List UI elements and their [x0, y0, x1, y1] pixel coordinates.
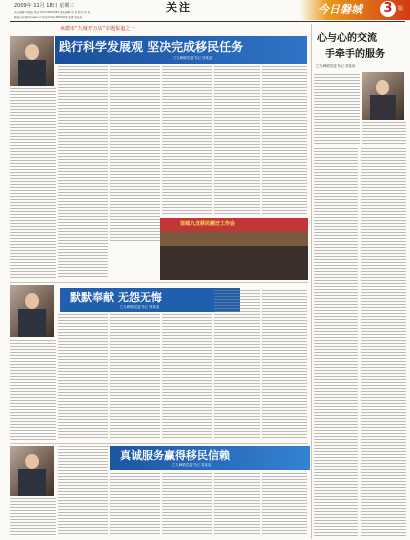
middle-portrait-photo — [10, 285, 54, 337]
middle-article-title: 默默奉献 无怨无悔 — [70, 291, 162, 304]
middle-col-1 — [10, 340, 56, 440]
bottom-col-1 — [10, 498, 56, 536]
right-title-line1: 心与心的交流 — [317, 33, 377, 44]
main-col-1 — [10, 88, 56, 278]
bottom-col-4 — [162, 473, 212, 536]
middle-portrait-body — [18, 309, 46, 337]
meeting-photo — [160, 218, 308, 280]
main-article-title: 践行科学发展观 坚决完成移民任务 — [59, 40, 244, 54]
right-col-c — [314, 148, 358, 536]
bottom-article-title: 真诚服务赢得移民信赖 — [120, 449, 230, 462]
middle-col-4 — [162, 314, 212, 440]
bottom-portrait-face — [25, 454, 39, 469]
bottom-rule — [10, 443, 308, 444]
right-byline: □九峰镇党委书记 刘某某 — [316, 64, 356, 68]
middle-col-5 — [214, 290, 260, 440]
main-article-byline: □九峰镇党委书记 刘某某 — [173, 56, 213, 60]
middle-col-2 — [58, 314, 108, 440]
kicker-line: 承德市“九城开万店”专题报道之一 — [60, 26, 136, 32]
header-email-info: 邮箱:jrpc@hbnews.cn 电话:0314-8801664 照排:刘某某 — [14, 16, 83, 19]
middle-col-6 — [262, 290, 307, 440]
main-col-6 — [262, 66, 307, 216]
right-portrait-body — [370, 95, 396, 120]
bottom-col-5 — [214, 473, 260, 536]
page-number: 3 — [383, 1, 393, 16]
bottom-portrait-photo — [10, 446, 54, 496]
header-rule — [10, 21, 405, 22]
main-col-3 — [110, 66, 160, 241]
header-editor-info: 责任编辑:卓艳霞 电话:0314-8801664 美术编辑:卓 某 校对:卓 某 — [14, 11, 90, 14]
right-divider — [311, 24, 312, 539]
middle-article-byline: □九峰镇党委书记 刘某某 — [120, 305, 160, 309]
section-label: 关注 — [166, 1, 192, 14]
right-col-a — [314, 74, 360, 144]
portrait-body — [18, 60, 46, 86]
middle-col-3 — [110, 314, 160, 440]
bottom-article-byline: □九峰镇党委书记 刘某某 — [172, 463, 212, 467]
page-header — [0, 0, 410, 24]
right-col-d — [361, 148, 406, 536]
main-col-4 — [162, 66, 212, 216]
main-col-2 — [58, 66, 108, 278]
right-portrait-face — [376, 80, 389, 95]
header-date: 2009年 11月 18日 星期三 — [14, 3, 75, 9]
portrait-face — [25, 44, 39, 60]
middle-title-band — [60, 288, 240, 312]
middle-rule — [10, 282, 308, 283]
main-portrait-photo — [10, 36, 54, 86]
main-title-band — [55, 36, 307, 64]
right-col-b — [362, 122, 406, 144]
bottom-portrait-body — [18, 469, 46, 496]
masthead-title: 今日磐城 — [318, 3, 362, 16]
page-suffix: 版 — [398, 6, 404, 12]
bottom-col-6 — [262, 473, 307, 536]
bottom-col-2 — [58, 446, 108, 536]
right-title-line2: 手牵手的服务 — [325, 49, 385, 60]
bottom-col-3 — [110, 473, 160, 536]
masthead-banner — [300, 0, 410, 20]
meeting-banner-text: 坚城九龙移民搬迁工作会 — [180, 221, 236, 227]
main-col-5 — [214, 66, 260, 216]
middle-portrait-face — [25, 293, 39, 309]
right-portrait-photo — [362, 72, 404, 120]
bottom-title-band — [110, 446, 310, 470]
